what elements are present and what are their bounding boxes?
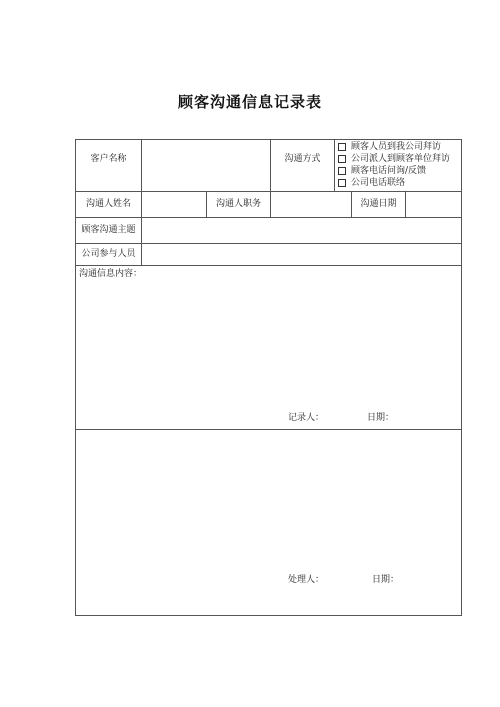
participants-label: 公司参与人员 [81,249,136,259]
checkbox-icon[interactable] [338,143,346,151]
comm-option-label: 顾客电话问询/反馈 [351,166,427,176]
comm-option-visit-us[interactable] [338,141,441,153]
checkbox-icon[interactable] [338,155,346,163]
form-title: 顾客沟通信息记录表 [177,93,322,111]
row-divider [76,429,461,430]
comm-person-position-field[interactable] [271,192,351,217]
content-field[interactable] [77,282,461,402]
comm-date-label: 沟通日期 [360,199,397,209]
checkbox-icon[interactable] [338,179,346,187]
comm-date-field[interactable] [406,192,461,217]
recorder-label: 记录人： [288,413,325,423]
participants-field[interactable] [142,244,461,265]
handler-label: 处理人： [288,575,325,585]
row-divider [76,265,461,266]
comm-topic-label: 顾客沟通主题 [81,225,136,235]
comm-person-name-label: 沟通人姓名 [85,199,131,209]
col-divider [270,140,271,191]
customer-name-field[interactable] [142,140,270,191]
content-label: 沟通信息内容： [79,269,143,279]
record-date-label: 日期： [367,413,395,423]
row-divider [76,191,461,192]
handling-field[interactable] [77,431,461,571]
comm-method-label: 沟通方式 [284,154,321,164]
comm-topic-field[interactable] [142,218,461,243]
comm-person-name-field[interactable] [142,192,206,217]
comm-option-label: 公司派人到顾客单位拜访 [351,154,451,164]
comm-option-visit-customer[interactable] [338,153,450,165]
comm-option-customer-phone[interactable] [338,165,426,177]
col-divider [334,140,335,191]
customer-name-label: 客户名称 [90,154,127,164]
comm-option-company-phone[interactable] [338,177,405,189]
handle-date-label: 日期： [372,575,400,585]
checkbox-icon[interactable] [338,167,346,175]
comm-option-label: 顾客人员到我公司拜访 [351,142,442,152]
record-form [75,139,462,616]
comm-person-position-label: 沟通人职务 [215,199,261,209]
comm-option-label: 公司电话联络 [351,178,406,188]
